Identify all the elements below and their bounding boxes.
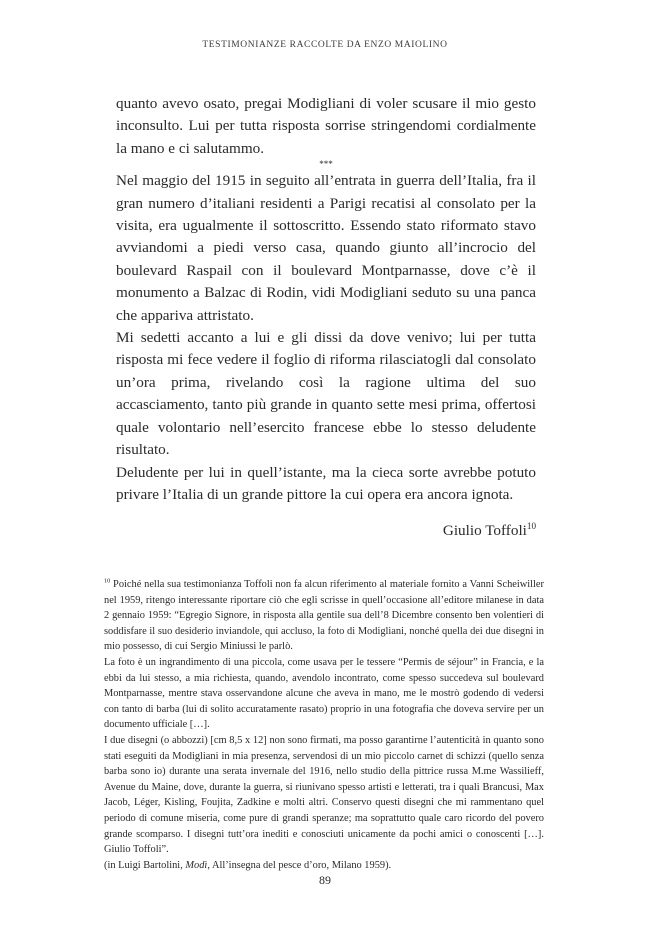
footnote-text: Poiché nella sua testimonianza Toffoli non fa alcun riferimento al materiale fornito a Vanni Scheiwiller nel 1959, ritengo interessante riportare ciò che egli scrisse in quell’occasione all’editore milanese in data 2 gennaio 1959: “Egregio Signore, in risposta alla gentile sua dell’8 Dicembre consento ben volentieri di soddisfare il suo desiderio inviandole, qui accluso, la foto di Modigliani, nonché quella dei due disegni in mio possesso, di cui Sergio Miniussi le parlò.	[104, 579, 544, 653]
footnote-10-para-1	[104, 577, 544, 655]
footnote-10-citation	[104, 858, 544, 874]
paragraph-disappointing: Deludente per lui in quell’istante, ma la cieca sorte avrebbe potuto privare l’Italia di un grande pittore la cui opera era ancora ignota.	[116, 463, 536, 503]
citation-prefix: (in Luigi Bartolini,	[104, 859, 186, 871]
citation-suffix: , All’insegna del pesce d’oro, Milano 1959).	[207, 859, 392, 871]
paragraph-may-1915: Nel maggio del 1915 in seguito all’entrata in guerra dell’Italia, fra il gran numero d’italiani residenti a Parigi recatisi al consolato per la visita, era ugualmente il sottoscritto. Essendo stato riformato stavo avviandomi a piedi verso casa, quando giunto all’incrocio del boulevard Raspail con il boulevard Montparnasse, dove c’è il monumento a Balzac di Rodin, vidi Modigliani seduto su una panca che appariva attristato.	[116, 172, 536, 324]
footnote-10-para-3: I due disegni (o abbozzi) [cm 8,5 x 12] non sono firmati, ma posso garantirne l’autenticità in quanto sono stati eseguiti da Modigliani in mia presenza, servendosi di un mio piccolo carnet di schizzi (quello senza barba sono io) durante una serata invernale del 1916, nello studio della pittrice russa M.me Wassilieff, Avenue du Maine, dove, durante la guerra, si riunivano spesso artisti e letterati, tra i quali Brancusi, Max Jacob, Léger, Kisling, Foujita, Zadkine e molti altri. Conservo questi disegni che mi rammentano quel periodo di comune miseria, come pure di grandi speranze; ma soprattutto quale caro ricordo del povero grande scomparso. I disegni tutt’ora inediti e conosciuti unicamente da pochi amici o conoscenti […]. Giulio Toffoli”.	[104, 734, 544, 856]
paragraph-sat-beside: Mi sedetti accanto a lui e gli dissi da dove venivo; lui per tutta risposta mi fece vedere il foglio di riforma rilasciatogli dal consolato un’ora prima, rivelando così la ragione ultima del suo accasciamento, tanto più grande in quanto sette mesi prima, offertosi quale volontario nell’esercito francese ebbe lo stesso deludente risultato.	[116, 329, 536, 459]
footnote-10-para-2: La foto è un ingrandimento di una piccola, come usava per le tessere “Permis de séjour” in Francia, e la ebbi da lui stesso, a mia richiesta, quando, avendolo incontrato, come spesso succedeva sul boulevard Montparnasse, mentre stava osservandone alcune che aveva in mano, me le mostrò godendo di vedersi con tanto di barba (lui di solito accuratamente rasato) proprio in una fotografia che doveva servire per un documento ufficiale […].	[104, 656, 544, 731]
citation-book-title: Modì	[185, 859, 208, 871]
footnotes	[104, 577, 544, 873]
footnote-number: 10	[104, 577, 111, 585]
running-head: TESTIMONIANZE RACCOLTE DA ENZO MAIOLINO	[202, 40, 448, 50]
page-number: 89	[319, 873, 331, 887]
footnote-ref-10[interactable]: 10	[526, 521, 536, 532]
signature	[116, 520, 536, 542]
paragraph-continuation: quanto avevo osato, pregai Modigliani di voler scusare il mio gesto inconsulto. Lui per tutta risposta sorrise stringendomi cordialmente la mano e ci salutammo.	[116, 95, 536, 157]
main-text	[116, 93, 536, 543]
section-separator: ***	[319, 159, 333, 170]
signature-name: Giulio Toffoli	[442, 522, 527, 540]
